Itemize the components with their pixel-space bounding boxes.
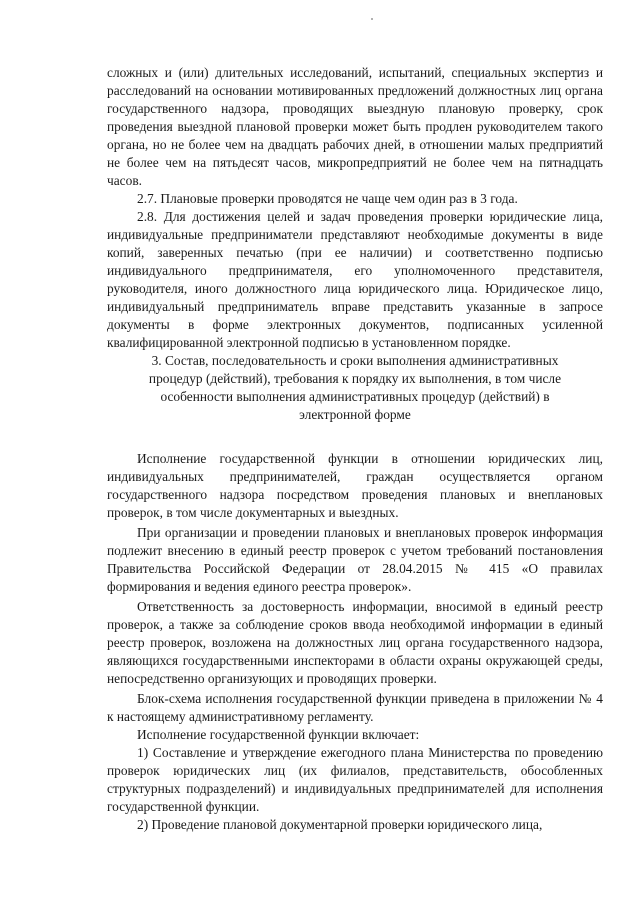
paragraph-execution: Исполнение государственной функции в отношении юридических лиц, индивидуальных предпринимателей, граждан осуществляется органом государственного надзора посредством проведения плановых и внеплановых проверок, в том числе документарных и выездных. xyxy=(107,451,603,520)
scan-speck xyxy=(371,18,373,20)
paragraph-responsibility: Ответственность за достоверность информации, вносимой в единый реестр проверок, а также за соблюдение сроков ввода необходимой информации в единый реестр проверок, возложена на должностных лиц органа государственного надзора, являющихся государственными инспекторами в области охраны окружающей среды, непосредственно организующих и проводящих проверки. xyxy=(107,599,603,686)
paragraph-includes: Исполнение государственной функции включает: xyxy=(137,727,420,742)
paragraph-2-7: 2.7. Плановые проверки проводятся не чаще чем один раз в 3 года. xyxy=(137,191,518,206)
paragraph-2-8: 2.8. Для достижения целей и задач проведения проверки юридические лица, индивидуальные предприниматели представляют необходимые документы в виде копий, заверенных печатью (при ее наличии) и соответственно подписью индивидуального предпринимателя, его уполномоченного представителя, руководителя, иного должностного лица юридического лица. Юридическое лицо, индивидуальный предприниматель вправе представить указанные в запросе документы в форме электронных документов, подписанных усиленной квалифицированной электронной подписью в установленном порядке. xyxy=(107,209,603,350)
section-3-heading: 3. Состав, последовательность и сроки выполнения административных процедур (действий), требования к порядку их выполнения, в том числе особенности выполнения административных процедур (действий) в электронной форме xyxy=(148,353,562,422)
paragraph-registry: При организации и проведении плановых и внеплановых проверок информация подлежит внесению в единый реестр проверок с учетом требований постановления Правительства Российской Федерации от 28.04.2015 № 415 «О правилах формирования и ведения единого реестра проверок». xyxy=(107,525,603,594)
document-body xyxy=(107,64,603,834)
list-item-1: 1) Составление и утверждение ежегодного плана Министерства по проведению проверок юридических лиц (их филиалов, представительств, обособленных структурных подразделений) и индивидуальных предпринимателей для исполнения государственной функции. xyxy=(107,745,603,814)
list-item-2: 2) Проведение плановой документарной проверки юридического лица, xyxy=(137,817,543,832)
paragraph-block-scheme: Блок-схема исполнения государственной функции приведена в приложении № 4 к настоящему административному регламенту. xyxy=(107,691,603,724)
paragraph-continuation: сложных и (или) длительных исследований, испытаний, специальных экспертиз и расследований на основании мотивированных предложений должностных лиц органа государственного надзора, проводящих выездную плановую проверку, срок проведения выездной плановой проверки может быть продлен руководителем такого органа, но не более чем на двадцать рабочих дней, в отношении малых предприятий не более чем на пятьдесят часов, микропредприятий не более чем на пятнадцать часов. xyxy=(107,65,603,188)
